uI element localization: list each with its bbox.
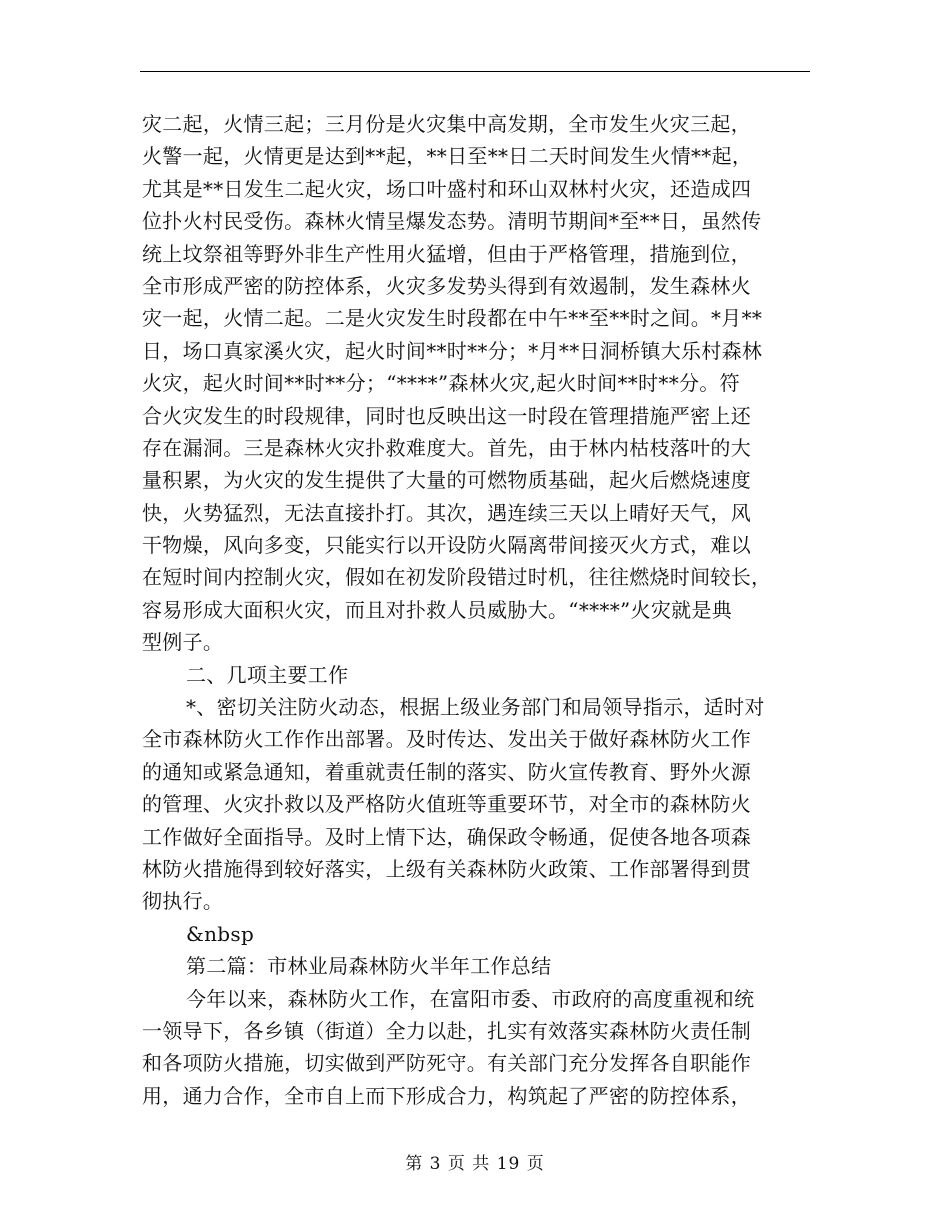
text-line: 灾一起，火情二起。二是火灾发生时段都在中午**至**时之间。*月** <box>142 306 763 331</box>
text-line: 和各项防火措施，切实做到严防死守。有关部门充分发挥各自职能作 <box>142 1051 751 1076</box>
text-line: 用，通力合作，全市自上而下形成合力，构筑起了严密的防控体系， <box>142 1083 751 1108</box>
text-line: 容易形成大面积火灾，而且对扑救人员威胁大。“****”火灾就是典 <box>142 597 733 622</box>
text-line: 二、几项主要工作 <box>186 662 349 687</box>
document-body <box>142 108 822 1112</box>
text-line: 存在漏洞。三是森林火灾扑救难度大。首先，由于林内枯枝落叶的大 <box>142 435 751 460</box>
text-line: 量积累，为火灾的发生提供了大量的可燃物质基础，起火后燃烧速度 <box>142 468 751 493</box>
text-line: 的通知或紧急通知，着重就责任制的落实、防火宣传教育、野外火源 <box>142 759 751 784</box>
text-line: 全市形成严密的防控体系，火灾多发势头得到有效遏制，发生森林火 <box>142 273 751 298</box>
text-line: 在短时间内控制火灾，假如在初发阶段错过时机，往往燃烧时间较长， <box>142 565 772 590</box>
text-line: 火警一起，火情更是达到**起，**日至**日二天时间发生火情**起， <box>142 144 753 169</box>
text-line: 彻执行。 <box>142 889 224 914</box>
text-line: 灾二起，火情三起；三月份是火灾集中高发期，全市发生火灾三起， <box>142 112 751 136</box>
text-line: *、密切关注防火动态，根据上级业务部门和局领导指示，适时对 <box>186 695 765 720</box>
text-line: 全市森林防火工作作出部署。及时传达、发出关于做好森林防火工作 <box>142 727 751 752</box>
text-line: 林防火措施得到较好落实，上级有关森林防火政策、工作部署得到贯 <box>142 856 751 881</box>
text-line: 尤其是**日发生二起火灾，场口叶盛村和环山双林村火灾，还造成四 <box>142 176 752 201</box>
text-line: 快，火势猛烈，无法直接扑打。其次，遇连续三天以上晴好天气，风 <box>142 500 751 525</box>
text-line: 合火灾发生的时段规律，同时也反映出这一时段在管理措施严密上还 <box>142 403 751 428</box>
text-line: 一领导下，各乡镇（街道）全力以赴，扎实有效落实森林防火责任制 <box>142 1018 751 1043</box>
text-line: 火灾，起火时间**时**分；“****”森林火灾,起火时间**时**分。符 <box>142 371 740 396</box>
text-line: 第二篇：市林业局森林防火半年工作总结 <box>186 954 552 979</box>
text-line: 干物燥，风向多变，只能实行以开设防火隔离带间接灭火方式，难以 <box>142 533 751 558</box>
text-line: 位扑火村民受伤。森林火情呈爆发态势。清明节期间*至**日，虽然传 <box>142 209 762 234</box>
text-line: 的管理、火灾扑救以及严格防火值班等重要环节，对全市的森林防火 <box>142 792 751 817</box>
header-rule <box>140 71 810 72</box>
text-line: 型例子。 <box>142 630 224 655</box>
page-number: 第 3 页 共 19 页 <box>405 1154 545 1174</box>
text-line: 今年以来，森林防火工作，在富阳市委、市政府的高度重视和统 <box>186 986 755 1011</box>
text-line: 工作做好全面指导。及时上情下达，确保政令畅通，促使各地各项森 <box>142 824 751 849</box>
text-line: &nbsp <box>186 921 255 946</box>
text-line: 统上坟祭祖等野外非生产性用火猛增，但由于严格管理，措施到位， <box>142 241 751 266</box>
text-line: 日，场口真家溪火灾，起火时间**时**分；*月**日洞桥镇大乐村森林 <box>142 338 763 363</box>
